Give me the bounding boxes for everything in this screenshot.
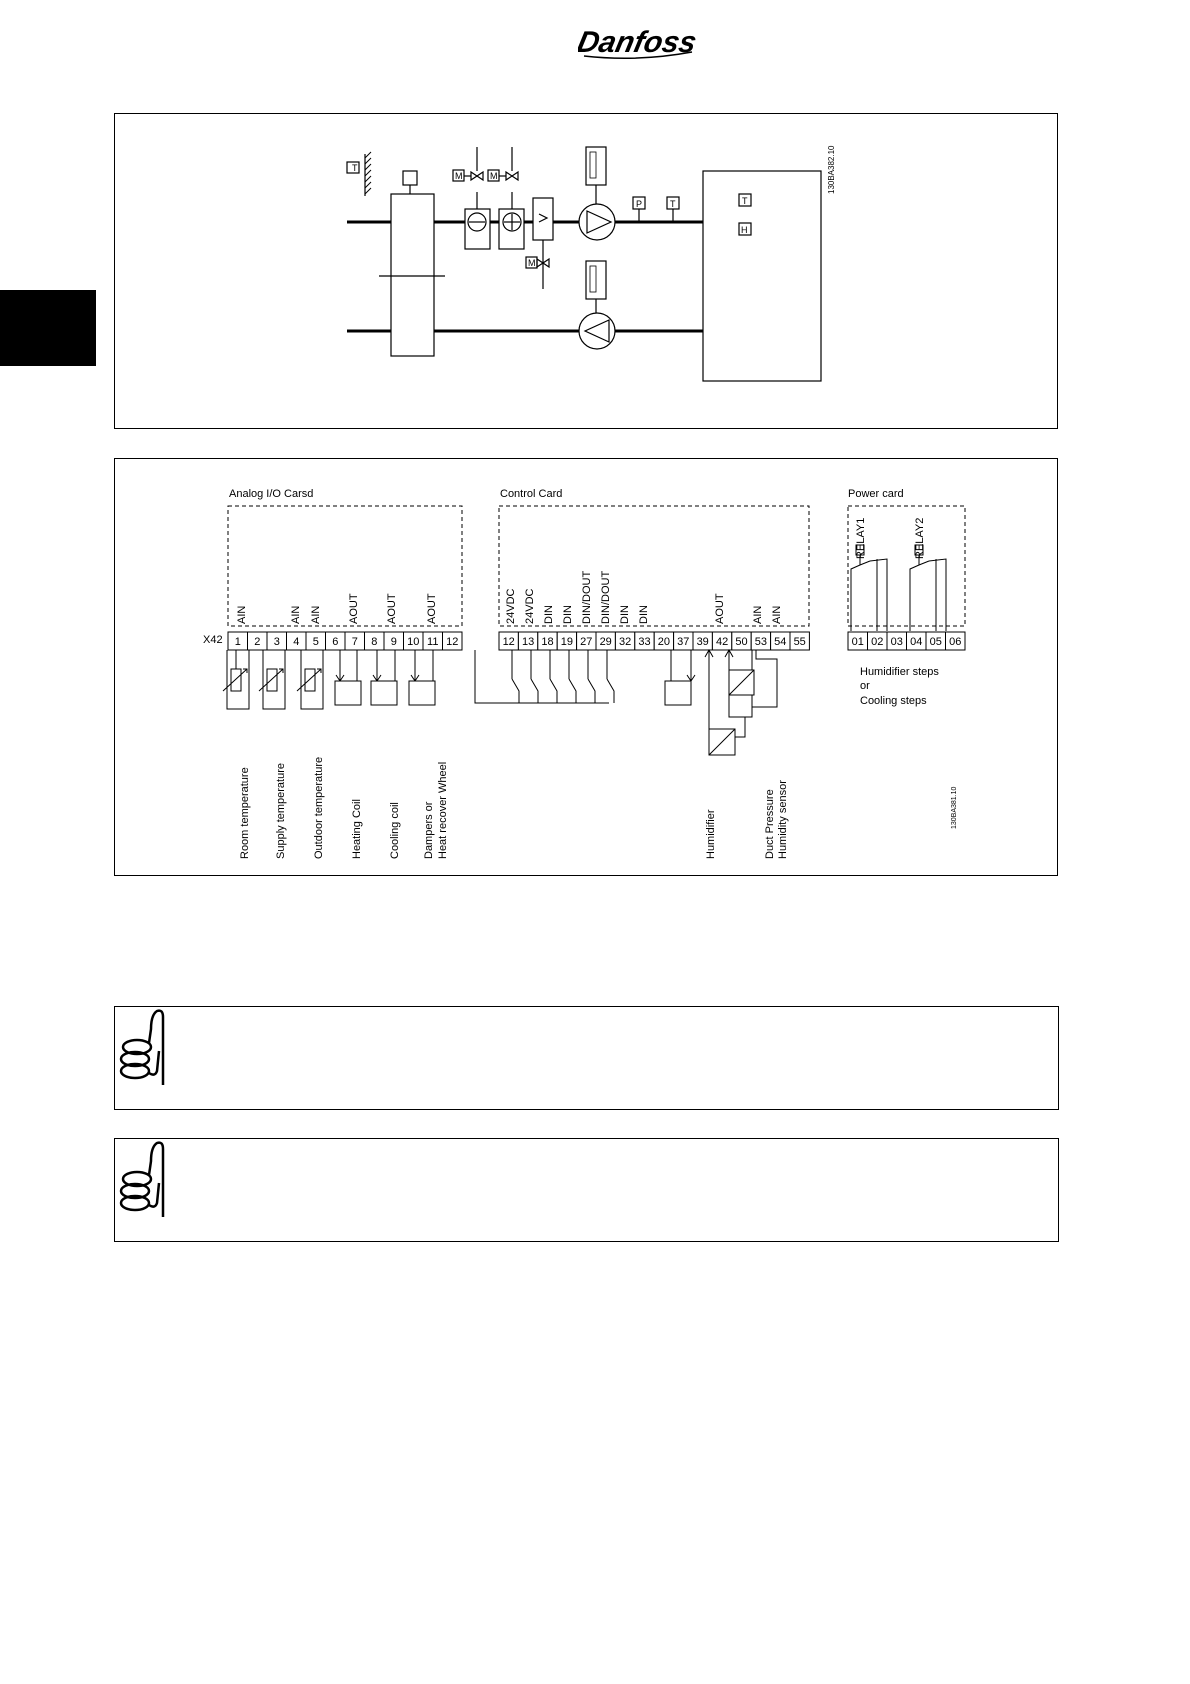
- din-switch-27: [550, 650, 557, 703]
- analog-terminal-1: 1: [234, 636, 241, 648]
- signal-din-19: DIN: [562, 605, 574, 624]
- power-terminal-06: 06: [949, 636, 962, 648]
- wiring-diagram-frame: [114, 458, 1058, 876]
- wiring-diagram: [115, 459, 1059, 877]
- control-terminal-19: 19: [560, 636, 574, 648]
- control-card-title: Control Card: [500, 488, 563, 500]
- signal-ain-53: AIN: [752, 605, 764, 624]
- control-terminal-37: 37: [677, 636, 690, 648]
- room-temp-sensor-icon: [231, 669, 241, 691]
- signal-24vdc-13: 24VDC: [524, 588, 536, 624]
- din-switch-33: [607, 650, 614, 703]
- outdoor-temp-label: T: [352, 163, 358, 173]
- signal-24vdc-12: 24VDC: [505, 588, 517, 624]
- cooling-coil-icon: [465, 209, 490, 249]
- control-terminal-29: 29: [599, 636, 612, 648]
- control-terminal-20: 20: [657, 636, 671, 648]
- control-terminal-53: 53: [754, 636, 768, 648]
- analog-terminal-7: 7: [351, 636, 358, 648]
- signal-ain-4: AIN: [290, 605, 302, 624]
- note-hand-icon: [115, 1007, 175, 1087]
- relay1-contacts-icon: [851, 555, 887, 631]
- device-heating-coil: Heating Coil: [351, 799, 363, 859]
- danfoss-logo-mark: [578, 22, 698, 62]
- power-terminal-03: 03: [890, 636, 903, 648]
- supply-temp-sensor-icon: [267, 669, 277, 691]
- valve-icon-2: [506, 172, 518, 180]
- note-hand-icon: [115, 1139, 175, 1219]
- device-cooling-coil: Cooling coil: [389, 802, 401, 859]
- device-dampers: Dampers or: [423, 801, 435, 859]
- motor-valve-label-1: M: [455, 171, 463, 181]
- signal-din-32: DIN: [619, 605, 631, 624]
- signal-din-33: DIN: [638, 605, 650, 624]
- power-note-2: or: [860, 680, 870, 692]
- hvac-drawing-id: 130BA382.10: [827, 145, 836, 194]
- damper-actuator-icon: [403, 171, 417, 185]
- power-terminal-05: 05: [929, 636, 942, 648]
- signal-aout-42: AOUT: [714, 593, 726, 624]
- control-terminal-12: 12: [502, 636, 515, 648]
- device-duct-pressure: Duct Pressure: [764, 789, 776, 859]
- signal-ain-1: AIN: [236, 605, 248, 624]
- room-temp-label: T: [742, 196, 748, 206]
- signal-dindout-29: DIN/DOUT: [600, 570, 612, 624]
- control-terminal-54: 54: [774, 636, 787, 648]
- control-terminal-42: 42: [715, 636, 729, 648]
- damper-output-icon: [409, 681, 435, 705]
- control-terminal-39: 39: [696, 636, 709, 648]
- din-switch-29: [569, 650, 576, 703]
- power-note-3: Cooling steps: [860, 695, 927, 707]
- signal-aout-11: AOUT: [426, 593, 438, 624]
- din-switch-32: [588, 650, 595, 703]
- din-switch-19: [531, 650, 538, 703]
- signal-aout-9: AOUT: [386, 593, 398, 624]
- control-terminal-18: 18: [541, 636, 554, 648]
- motor-valve-label-3: M: [528, 258, 536, 268]
- signal-ain-54: AIN: [771, 605, 783, 624]
- power-terminal-04: 04: [910, 636, 923, 648]
- analog-terminal-3: 3: [273, 636, 280, 648]
- control-terminal-27: 27: [580, 636, 593, 648]
- logo-text: Danfoss: [578, 26, 698, 59]
- pressure-label: P: [636, 199, 643, 209]
- device-humidity-sensor: Humidity sensor: [777, 780, 789, 859]
- analog-terminal-6: 6: [332, 636, 339, 648]
- signal-aout-7: AOUT: [348, 593, 360, 624]
- control-terminal-13: 13: [521, 636, 535, 648]
- device-humidifier: Humidifier: [705, 809, 717, 859]
- device-supply-temperature: Supply temperature: [275, 763, 287, 859]
- analog-terminal-2: 2: [254, 636, 261, 648]
- analog-terminal-4: 4: [293, 636, 300, 648]
- din-switch-18: [512, 650, 519, 703]
- analog-terminal-10: 10: [407, 636, 420, 648]
- motor-valve-label-2: M: [490, 171, 498, 181]
- analog-terminal-5: 5: [312, 636, 319, 648]
- signal-ain-5: AIN: [310, 605, 322, 624]
- note-box-1: [114, 1006, 1059, 1110]
- signal-din-18: DIN: [543, 605, 555, 624]
- cooling-coil-output-icon: [371, 681, 397, 705]
- signal-dindout-27: DIN/DOUT: [581, 570, 593, 624]
- analog-terminal-11: 11: [427, 636, 439, 648]
- analog-terminal-9: 9: [390, 636, 397, 648]
- humidifier-icon: [533, 198, 553, 240]
- power-terminal-02: 02: [871, 636, 884, 648]
- outdoor-temp-sensor-icon: [305, 669, 315, 691]
- wiring-drawing-id: 130BA381.10: [951, 786, 958, 829]
- signal-relay2: RELAY2: [914, 517, 926, 559]
- control-terminal-55: 55: [793, 636, 806, 648]
- hvac-schematic: [115, 114, 1059, 430]
- room-box: [703, 171, 821, 381]
- humidifier-output-icon: [665, 681, 691, 705]
- analog-terminal-8: 8: [371, 636, 378, 648]
- power-terminal-01: 01: [851, 636, 864, 648]
- supply-temp-label: T: [670, 199, 676, 209]
- valve-icon: [471, 172, 483, 180]
- device-outdoor-temperature: Outdoor temperature: [313, 756, 325, 859]
- analog-terminal-12: 12: [446, 636, 459, 648]
- relay2-contacts-icon: [910, 555, 946, 631]
- control-terminal-32: 32: [618, 636, 632, 648]
- analog-io-title: Analog I/O Carsd: [229, 488, 314, 500]
- power-card-title: Power card: [848, 488, 904, 500]
- device-heat-recover-wheel: Heat recover Wheel: [437, 761, 449, 859]
- heating-coil-output-icon: [335, 681, 361, 705]
- danfoss-logo: [578, 22, 698, 67]
- chapter-tab: [0, 290, 96, 366]
- note-box-2: [114, 1138, 1059, 1242]
- device-room-temperature: Room temperature: [239, 767, 251, 859]
- control-terminal-33: 33: [638, 636, 651, 648]
- signal-relay1: RELAY1: [855, 517, 867, 559]
- connector-x42-label: X42: [203, 634, 223, 646]
- control-terminal-50: 50: [735, 636, 748, 648]
- power-note-1: Humidifier steps: [860, 666, 939, 678]
- room-humidity-label: H: [741, 225, 748, 235]
- hvac-schematic-frame: [114, 113, 1058, 429]
